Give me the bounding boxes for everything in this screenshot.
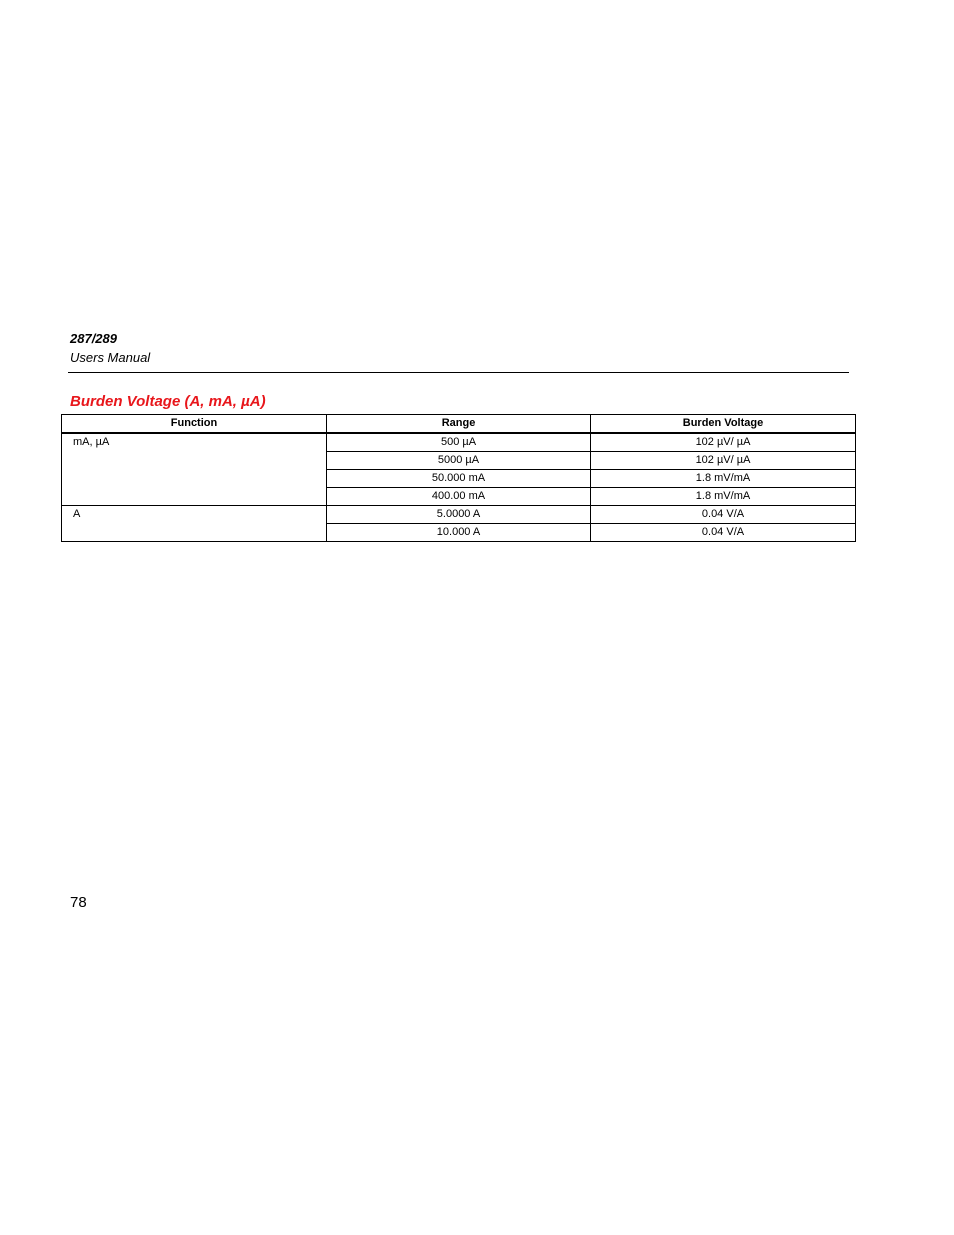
- range-cell: 5.0000 A: [327, 506, 591, 524]
- section-title: Burden Voltage (A, mA, µA): [70, 393, 266, 410]
- burden-cell: 1.8 mV/mA: [591, 470, 856, 488]
- range-cell: 5000 µA: [327, 452, 591, 470]
- table-header-row: [62, 415, 856, 434]
- function-cell: A: [62, 506, 327, 542]
- page-number: 78: [70, 894, 87, 911]
- manual-title: Users Manual: [70, 350, 151, 365]
- burden-cell: 0.04 V/A: [591, 506, 856, 524]
- page-header: [70, 331, 849, 367]
- function-cell: mA, µA: [62, 433, 327, 506]
- burden-cell: 1.8 mV/mA: [591, 488, 856, 506]
- burden-cell: 0.04 V/A: [591, 524, 856, 542]
- range-cell: 400.00 mA: [327, 488, 591, 506]
- burden-cell: 102 µV/ µA: [591, 433, 856, 452]
- table-row: [62, 433, 856, 452]
- header-rule: [68, 372, 849, 373]
- range-cell: 500 µA: [327, 433, 591, 452]
- column-header-range: Range: [327, 415, 591, 434]
- table-row: [62, 506, 856, 524]
- range-cell: 10.000 A: [327, 524, 591, 542]
- burden-voltage-table: [61, 414, 856, 542]
- column-header-burden-voltage: Burden Voltage: [591, 415, 856, 434]
- burden-cell: 102 µV/ µA: [591, 452, 856, 470]
- range-cell: 50.000 mA: [327, 470, 591, 488]
- model-number: 287/289: [70, 331, 117, 346]
- column-header-function: Function: [62, 415, 327, 434]
